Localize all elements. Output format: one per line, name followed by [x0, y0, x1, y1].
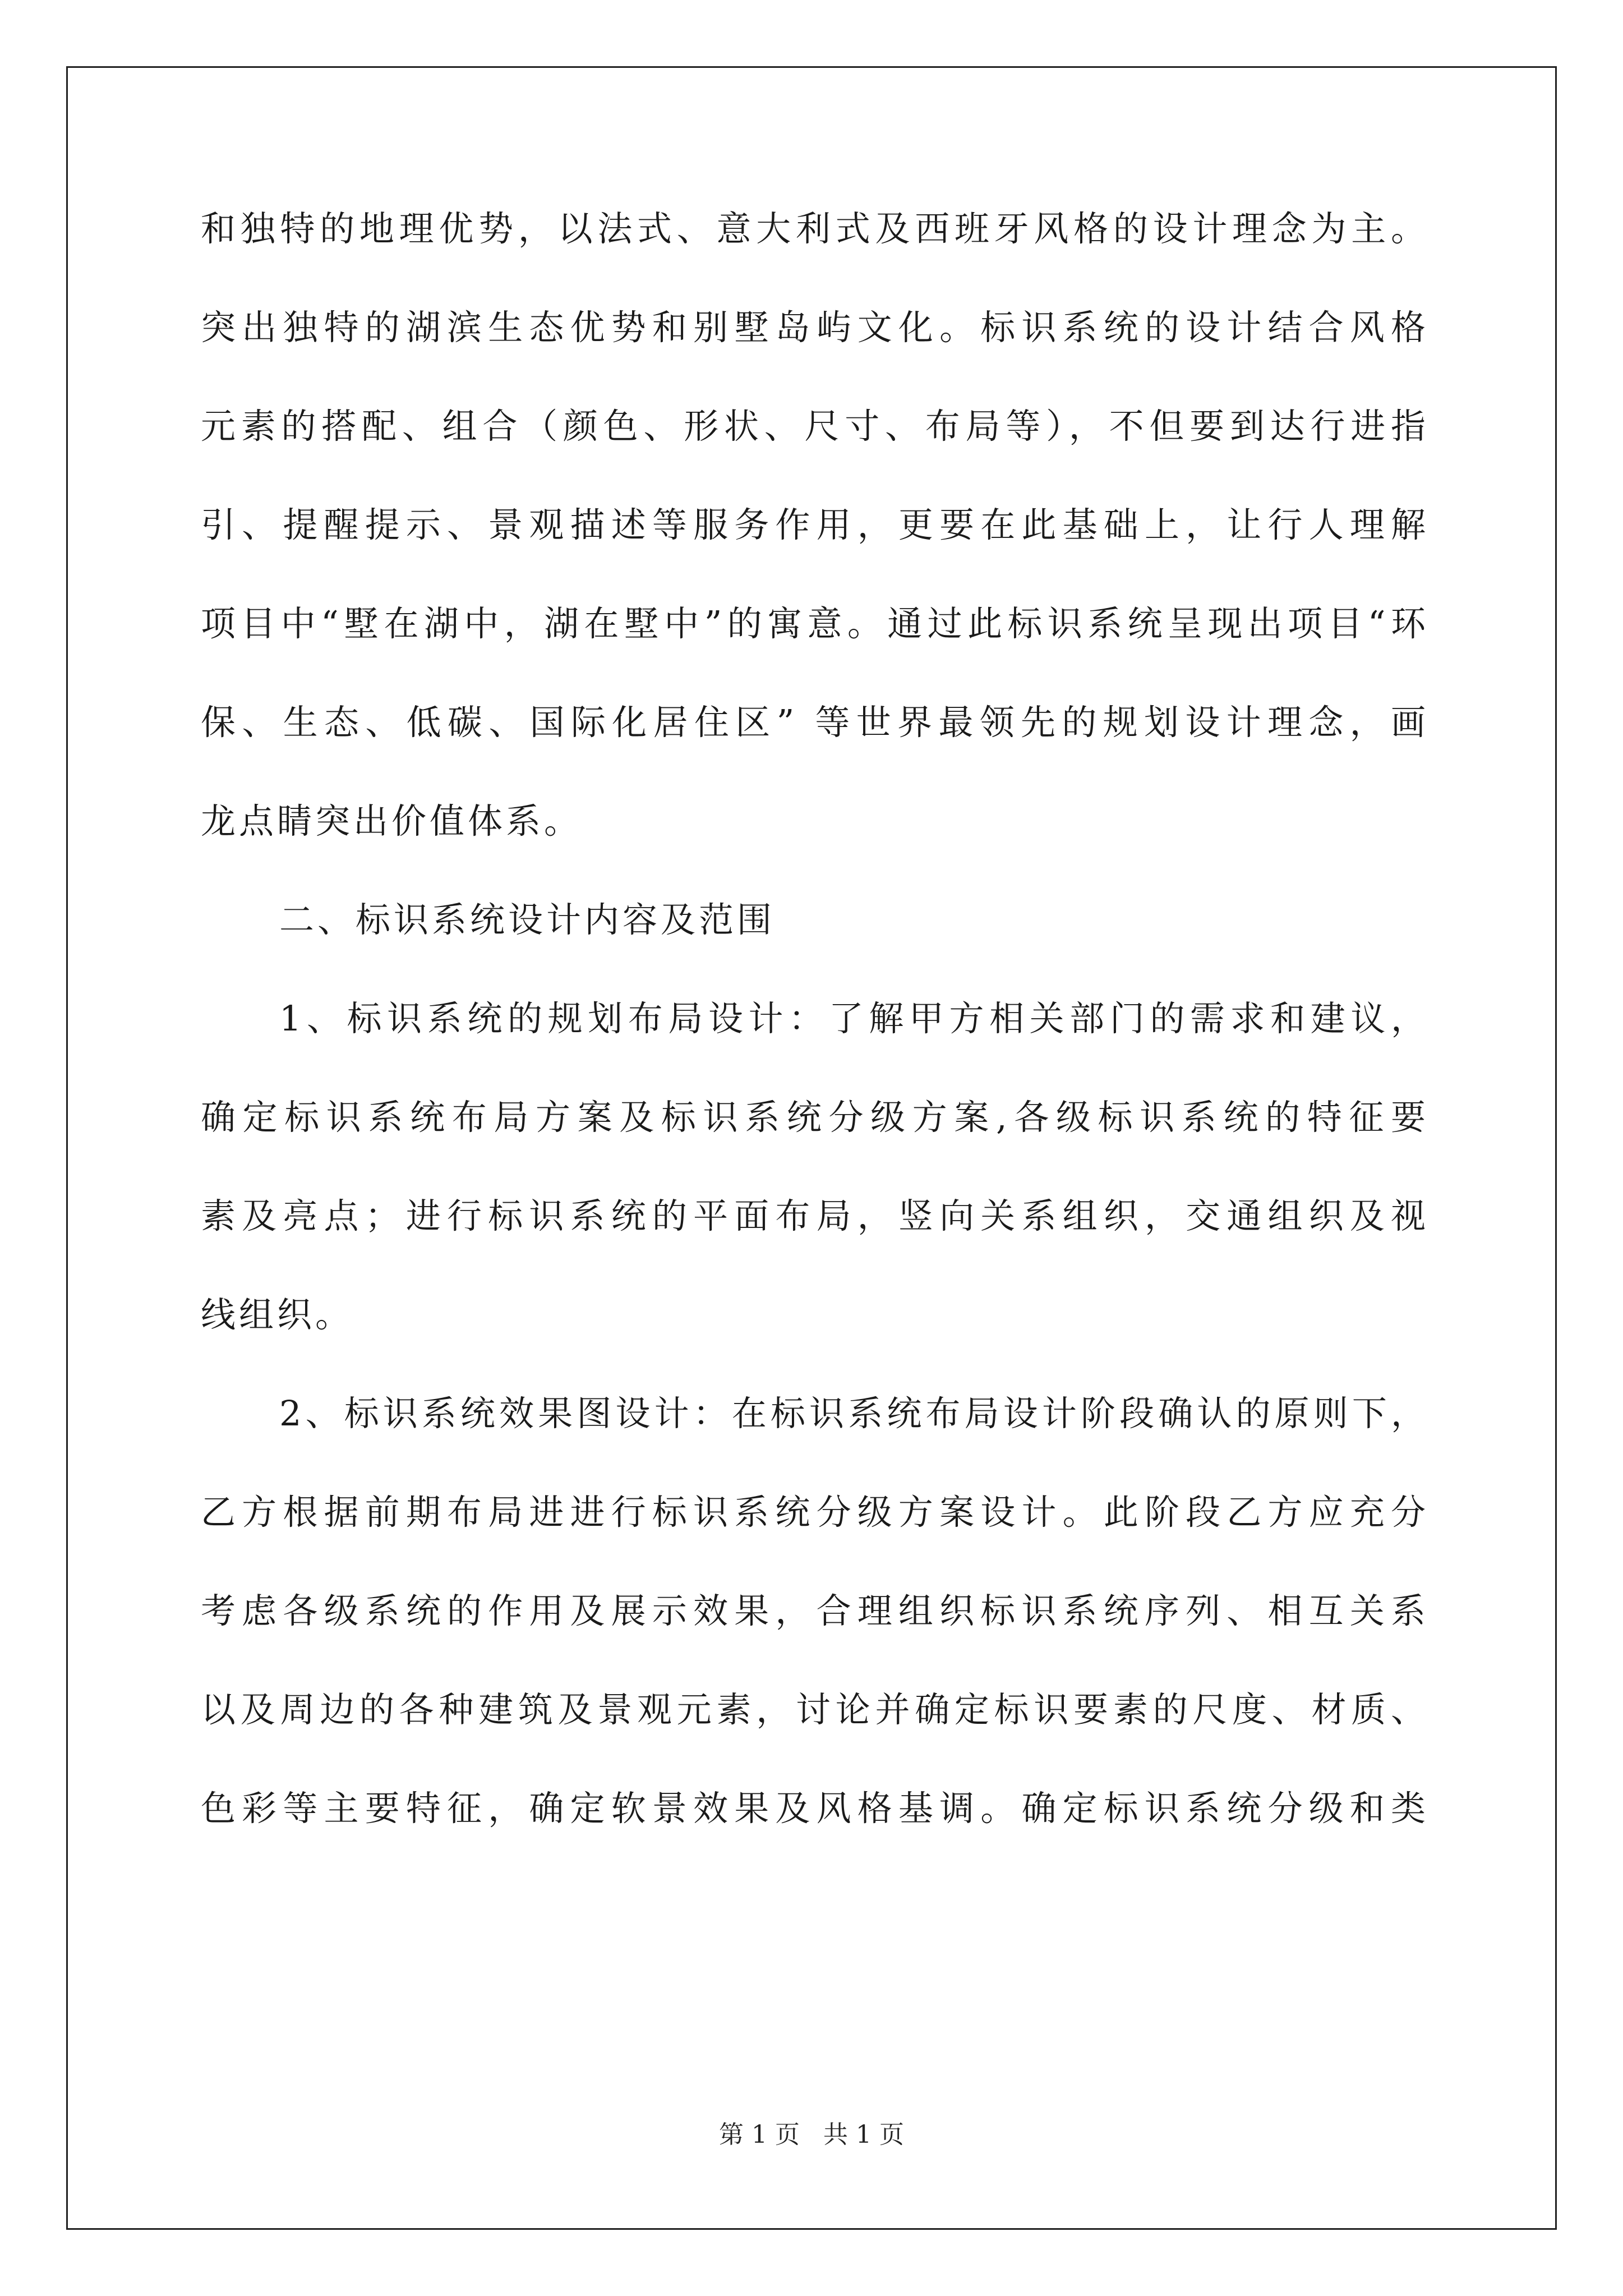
paragraph-line: 引、提醒提示、景观描述等服务作用，更要在此基础上，让行人理解 — [201, 504, 1429, 545]
paragraph-line: 乙方根据前期布局进进行标识系统分级方案设计。此阶段乙方应充分 — [201, 1492, 1429, 1533]
paragraph-line: 和独特的地理优势，以法式、意大利式及西班牙风格的设计理念为主。 — [201, 208, 1429, 249]
document-body — [201, 180, 1429, 1858]
page-number: 第 1 页 共 1 页 — [719, 2120, 904, 2149]
paragraph-line: 素及亮点；进行标识系统的平面布局，竖向关系组织，交通组织及视 — [201, 1195, 1429, 1236]
section-heading: 二、标识系统设计内容及范围 — [279, 899, 776, 940]
paragraph-line: 龙点睛突出价值体系。 — [201, 800, 583, 841]
paragraph-line: 项目中“墅在湖中，湖在墅中”的寓意。通过此标识系统呈现出项目“环 — [201, 603, 1429, 644]
paragraph-line: 以及周边的各种建筑及景观元素，讨论并确定标识要素的尺度、材质、 — [201, 1689, 1429, 1730]
paragraph-line: 突出独特的湖滨生态优势和别墅岛屿文化。标识系统的设计结合风格 — [201, 307, 1429, 348]
paragraph-line: 线组织。 — [201, 1294, 354, 1335]
paragraph-line: 色彩等主要特征，确定软景效果及风格基调。确定标识系统分级和类 — [201, 1788, 1429, 1829]
page-footer — [0, 2118, 1623, 2152]
paragraph-line: 1、标识系统的规划布局设计：了解甲方相关部门的需求和建议， — [279, 998, 1429, 1039]
paragraph-line: 考虑各级系统的作用及展示效果，合理组织标识系统序列、相互关系 — [201, 1590, 1429, 1631]
paragraph-line: 元素的搭配、组合（颜色、形状、尺寸、布局等），不但要到达行进指 — [201, 406, 1429, 447]
paragraph-line: 2、标识系统效果图设计：在标识系统布局设计阶段确认的原则下， — [279, 1393, 1429, 1434]
paragraph-line: 保、生态、低碳、国际化居住区” 等世界最领先的规划设计理念，画 — [201, 702, 1429, 743]
paragraph-line: 确定标识系统布局方案及标识系统分级方案,各级标识系统的特征要 — [201, 1097, 1429, 1138]
